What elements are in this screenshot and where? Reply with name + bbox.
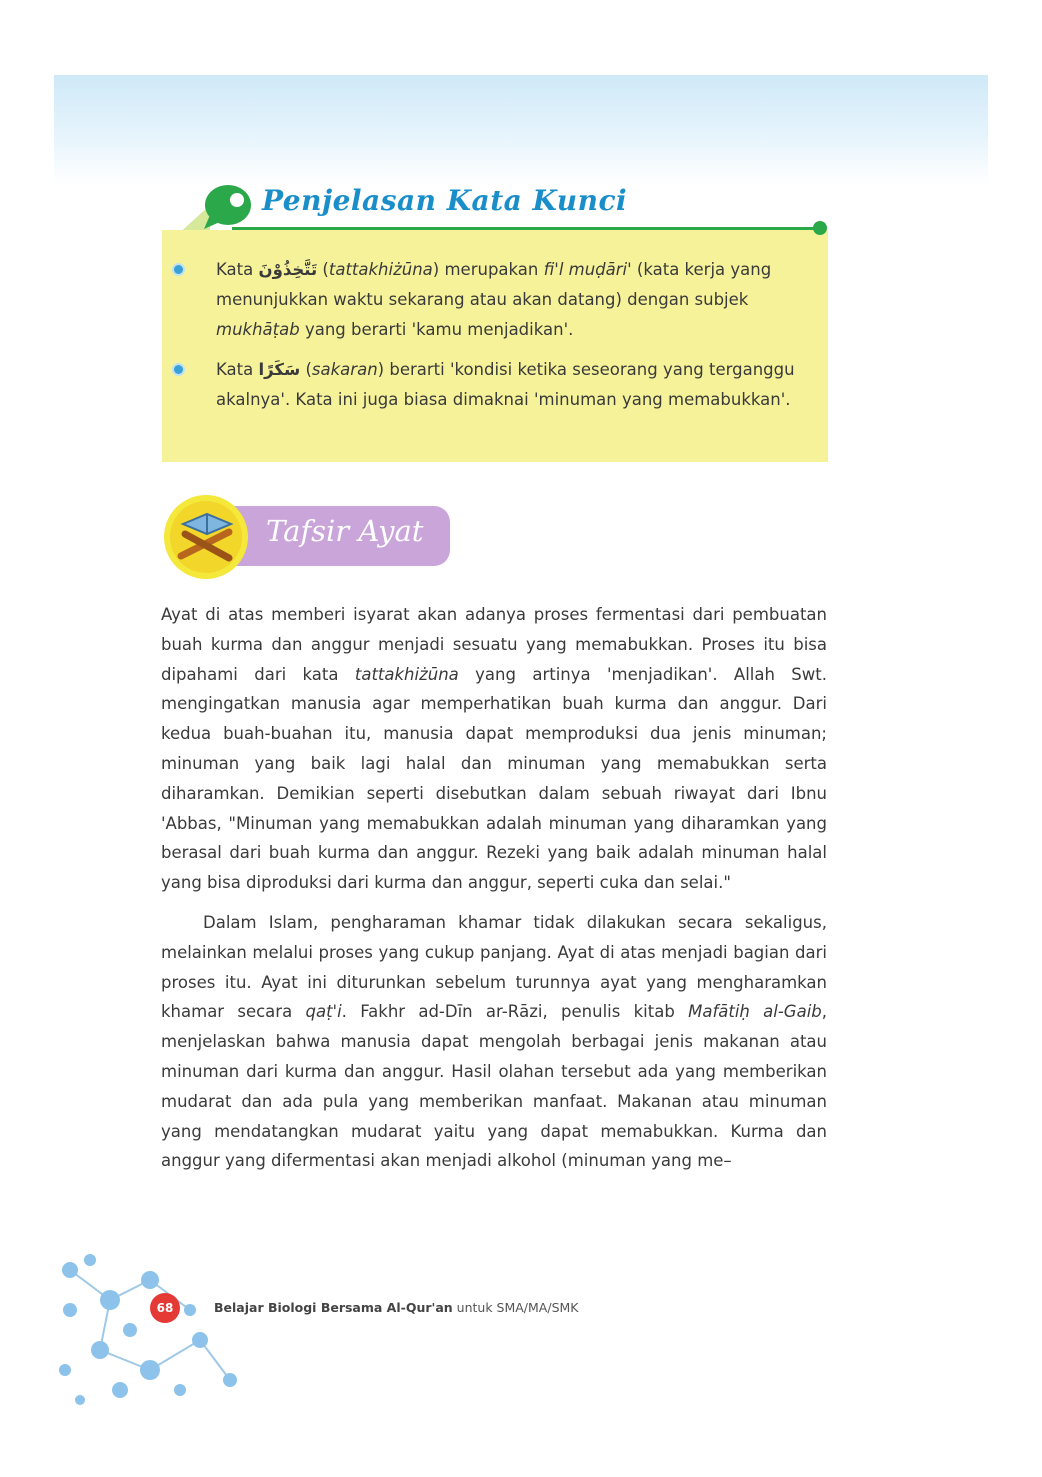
header-gradient-band xyxy=(54,75,988,185)
arabic-word: تَتَّخِذُوْنَ xyxy=(258,260,318,279)
bullet-icon xyxy=(174,265,183,274)
book-title: Mafātiḥ al-Gaib xyxy=(688,1002,822,1022)
keyword-section-title: Penjelasan Kata Kunci xyxy=(262,184,628,217)
book-footer xyxy=(214,1300,578,1315)
page-number-badge: 68 xyxy=(150,1293,180,1323)
transliteration: sakaran xyxy=(311,360,378,379)
quran-stand-icon xyxy=(163,494,249,580)
molecule-decoration xyxy=(50,1250,250,1410)
keyword-item-sakaran: Kata سَكَرًا (sakaran) berarti 'kondisi ketika seseorang yang terganggu akalnya'. Kata ini juga biasa dimaknai 'minuman yang memabukkan'. xyxy=(172,355,818,415)
speech-bubble-icon xyxy=(200,183,254,233)
italic-term: tattakhiżūna xyxy=(354,664,459,684)
keyword-underline-dot xyxy=(813,221,827,235)
grammar-term: mukhāṭab xyxy=(216,320,300,339)
transliteration: tattakhiżūna xyxy=(328,260,433,279)
tafsir-paragraph-2: Dalam Islam, pengharaman khamar tidak dilakukan secara sekaligus, melainkan melalui proses yang cukup panjang. Ayat di atas menjadi bagian dari proses itu. Ayat ini diturunkan sebelum turunnya ayat yang mengharamkan khamar secara qaṭ'i. Fakhr ad-Dīn ar-Rāzi, penulis kitab Mafātiḥ al-Gaib, menjelaskan bahwa manusia dapat mengolah berbagai jenis makanan atau minuman dari kurma dan anggur. Hasil olahan tersebut ada yang memberikan mudarat dan ada pula yang memberikan manfaat. Makanan atau minuman yang mendatangkan mudarat yaitu yang dapat memabukkan. Kurma dan anggur yang difermentasi akan menjadi alkohol (minuman yang me– xyxy=(161,912,827,1171)
keyword-item-tattakhizuna: Kata تَتَّخِذُوْنَ (tattakhiżūna) merupakan fi'l muḍāri' (kata kerja yang menunjukkan waktu sekarang atau akan datang) dengan subjek mukhāṭab yang berarti 'kamu menjadikan'. xyxy=(172,255,818,345)
arabic-word: سَكَرًا xyxy=(258,360,301,379)
bullet-icon xyxy=(174,365,183,374)
italic-term: qaṭ'i xyxy=(305,1002,342,1022)
tafsir-paragraph-1: Ayat di atas memberi isyarat akan adanya proses fermentasi dari pembuatan buah kurma dan anggur menjadi sesuatu yang memabukkan. Proses itu bisa dipahami dari kata tattakhiżūna yang artinya 'menjadikan'. Allah Swt. mengingatkan manusia agar memperhatikan buah kurma dan anggur. Dari kedua buah-buahan itu, manusia dapat memproduksi dua jenis minuman; minuman yang baik lagi halal dan minuman yang memabukkan serta diharamkan. Demikian seperti disebutkan dalam sebuah riwayat dari Ibnu 'Abbas, "Minuman yang memabukkan adalah minuman yang diharamkan yang berasal dari buah kurma dan anggur. Rezeki yang baik adalah minuman halal yang bisa diproduksi dari kurma dan anggur, seperti cuka dan selai." xyxy=(161,605,827,893)
keyword-list xyxy=(172,255,818,425)
keyword-title-underline xyxy=(232,227,820,230)
footer-book-title: Belajar Biologi Bersama Al-Qur'an xyxy=(214,1300,453,1315)
tafsir-section-title: Tafsir Ayat xyxy=(266,514,424,548)
grammar-term: fi'l muḍāri' xyxy=(543,260,632,279)
tafsir-body xyxy=(161,600,827,1186)
footer-book-suffix: untuk SMA/MA/SMK xyxy=(456,1300,579,1315)
